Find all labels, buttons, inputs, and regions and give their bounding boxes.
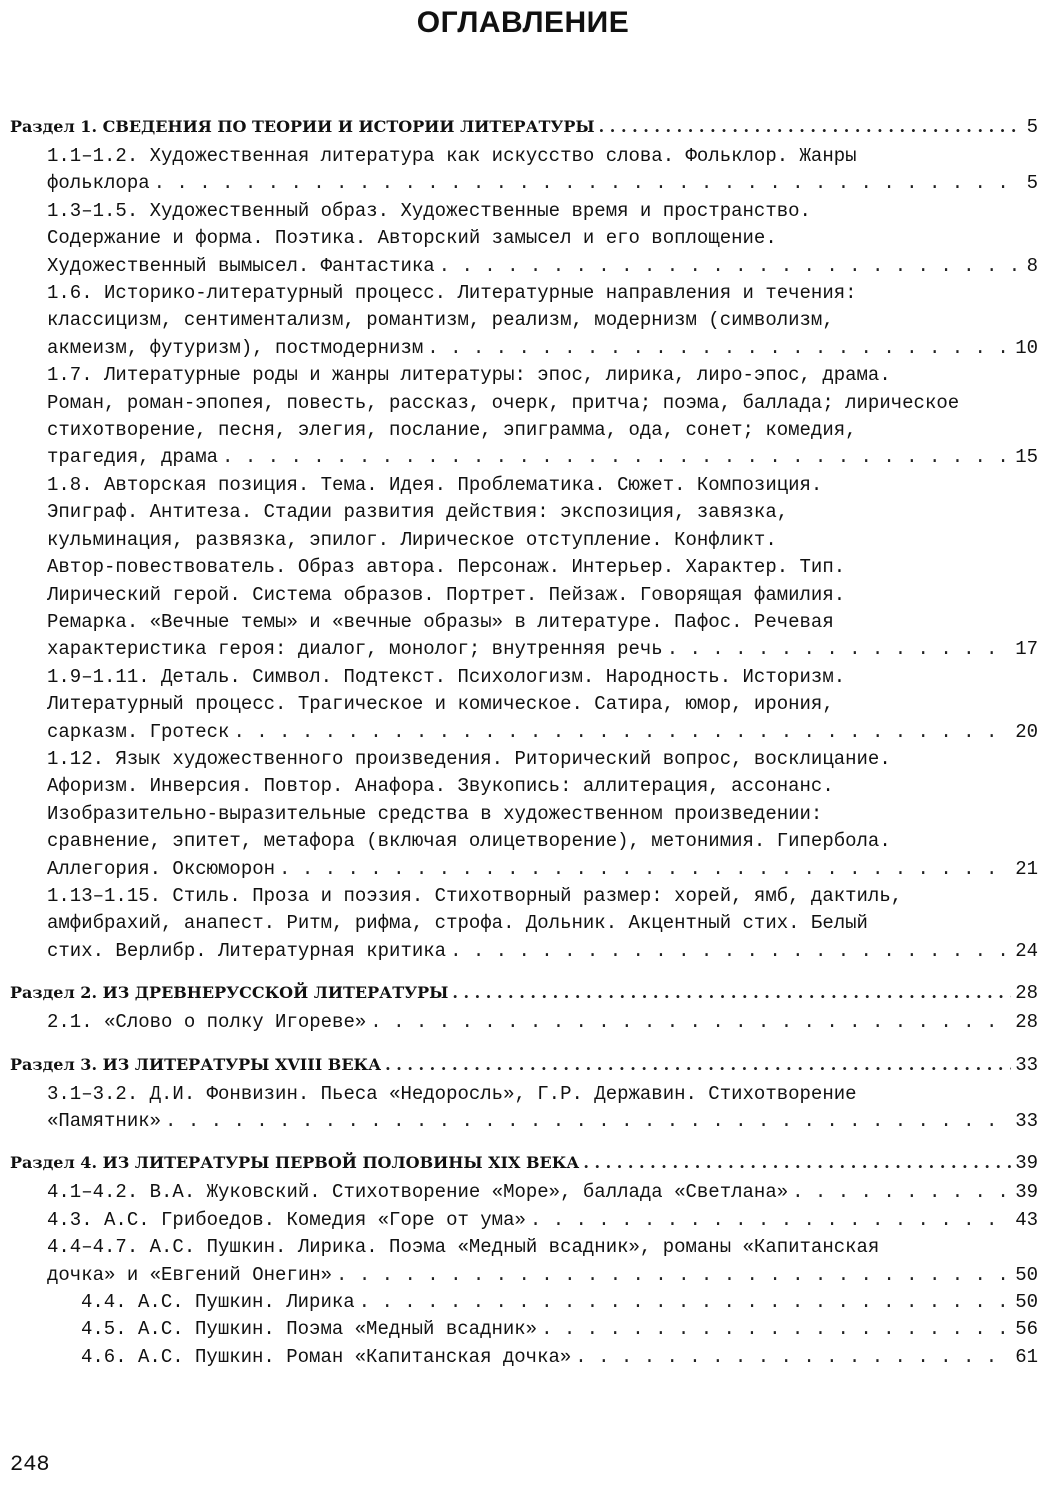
dot-leader xyxy=(233,719,1011,746)
page-number: 248 xyxy=(10,1452,50,1477)
entry-text-line: Содержание и форма. Поэтика. Авторский замысел и его воплощение. xyxy=(47,227,777,250)
entry-text-line: трагедия, драма xyxy=(47,446,219,469)
toc-entry[interactable] xyxy=(47,1234,1038,1289)
entry-page-number: 24 xyxy=(1015,939,1038,962)
entry-text-line: характеристика героя: диалог, монолог; внутренняя речь xyxy=(47,638,663,661)
dot-leader xyxy=(530,1207,1011,1234)
section-heading[interactable] xyxy=(10,1152,1038,1179)
entry-text-line: амфибрахий, анапест. Ритм, рифма, строфа. Дольник. Акцентный стих. Белый xyxy=(47,912,868,935)
entry-text-line: Лирический герой. Система образов. Портрет. Пейзаж. Говорящая фамилия. xyxy=(47,583,846,606)
entry-page-number: 33 xyxy=(1015,1110,1038,1132)
entry-page-number: 56 xyxy=(1015,1318,1038,1341)
entry-text-line: 4.6. А.С. Пушкин. Роман «Капитанская дочка» xyxy=(81,1345,572,1368)
entry-last-line xyxy=(47,335,1038,362)
page-title: ОГЛАВЛЕНИЕ xyxy=(416,6,630,39)
dot-leader xyxy=(359,1289,1012,1316)
toc-subentry[interactable] xyxy=(81,1289,1038,1316)
entry-text-line: 1.9–1.11. Деталь. Символ. Подтекст. Психологизм. Народность. Историзм. xyxy=(47,665,846,688)
toc-entry[interactable] xyxy=(47,1009,1038,1036)
entry-text-line: 3.1–3.2. Д.И. Фонвизин. Пьеса «Недоросль», Г.Р. Державин. Стихотворение xyxy=(47,1082,857,1105)
entry-last-line xyxy=(47,1108,1038,1135)
entry-text-line: «Памятник» xyxy=(47,1110,162,1132)
entry-page-number: 50 xyxy=(1015,1291,1038,1314)
dot-leader xyxy=(336,1262,1011,1289)
section-heading[interactable] xyxy=(10,116,1038,143)
section-heading[interactable] xyxy=(10,982,1038,1009)
entry-text-line: классицизм, сентиментализм, романтизм, реализм, модернизм (символизм, xyxy=(47,309,834,332)
section-title: Раздел 4. ИЗ ЛИТЕРАТУРЫ ПЕРВОЙ ПОЛОВИНЫ XIX ВЕКА xyxy=(10,1153,580,1173)
entry-last-line xyxy=(47,1009,1038,1036)
toc-entry[interactable] xyxy=(47,472,1038,664)
entry-page-number: 20 xyxy=(1015,720,1038,743)
entry-text-line: Ремарка. «Вечные темы» и «вечные образы» в литературе. Пафос. Речевая xyxy=(47,610,834,633)
entry-page-number: 50 xyxy=(1015,1263,1038,1286)
dot-leader xyxy=(599,117,1023,136)
entry-last-line xyxy=(47,938,1038,965)
entry-last-line xyxy=(47,1262,1038,1289)
dot-leader xyxy=(667,636,1011,663)
entry-last-line xyxy=(47,170,1038,197)
dot-leader xyxy=(450,938,1011,965)
entry-text-line: 1.8. Авторская позиция. Тема. Идея. Проблематика. Сюжет. Композиция. xyxy=(47,473,823,496)
toc-entry[interactable] xyxy=(47,198,1038,280)
entry-text-line: 4.1–4.2. В.А. Жуковский. Стихотворение «Море», баллада «Светлана» xyxy=(47,1181,789,1204)
dot-leader xyxy=(222,444,1011,471)
entry-last-line xyxy=(47,1207,1038,1234)
entry-text-line: фольклора xyxy=(47,172,150,195)
entry-text-line: сравнение, эпитет, метафора (включая олицетворение), метонимия. Гипербола. xyxy=(47,830,891,853)
entry-text-line: 4.4–4.7. А.С. Пушкин. Лирика. Поэма «Медный всадник», романы «Капитанская xyxy=(47,1236,880,1259)
entry-text-line: кульминация, развязка, эпилог. Лирическое отступление. Конфликт. xyxy=(47,528,777,551)
entry-text-line: 1.13–1.15. Стиль. Проза и поэзия. Стихотворный размер: хорей, ямб, дактиль, xyxy=(47,884,903,907)
entry-page-number: 39 xyxy=(1015,1181,1038,1204)
section-heading[interactable] xyxy=(10,1054,1038,1081)
dot-leader xyxy=(541,1316,1011,1343)
entry-text-line: 1.1–1.2. Художественная литература как искусство слова. Фольклор. Жанры xyxy=(47,145,857,167)
entry-page-number: 15 xyxy=(1015,446,1038,469)
dot-leader xyxy=(385,1055,1011,1074)
toc-entry[interactable] xyxy=(47,280,1038,362)
entry-last-line xyxy=(47,856,1038,883)
toc-section xyxy=(10,1054,1038,1081)
dot-leader xyxy=(575,1344,1011,1371)
table-of-contents xyxy=(10,116,1038,1371)
toc-section xyxy=(10,116,1038,143)
toc-entry[interactable] xyxy=(47,1081,1038,1136)
section-title: Раздел 3. ИЗ ЛИТЕРАТУРЫ XVIII ВЕКА xyxy=(10,1054,382,1074)
section-page-number: 33 xyxy=(1015,1053,1038,1076)
entry-page-number: 28 xyxy=(1015,1011,1038,1034)
entry-last-line xyxy=(47,719,1038,746)
entry-text-line: 1.6. Историко-литературный процесс. Литературные направления и течения: xyxy=(47,282,857,305)
section-page-number: 5 xyxy=(1026,116,1038,138)
entry-page-number: 5 xyxy=(1026,172,1038,195)
entry-text-line: 4.3. А.С. Грибоедов. Комедия «Горе от ума» xyxy=(47,1208,526,1231)
entry-text-line: 2.1. «Слово о полку Игореве» xyxy=(47,1011,367,1034)
entry-text-line: Художественный вымысел. Фантастика xyxy=(47,254,435,277)
entry-page-number: 21 xyxy=(1015,857,1038,880)
dot-leader xyxy=(583,1153,1011,1172)
entry-last-line xyxy=(47,444,1038,471)
entry-page-number: 10 xyxy=(1015,336,1038,359)
entry-text-line: Литературный процесс. Трагическое и комическое. Сатира, юмор, ирония, xyxy=(47,693,834,716)
entry-text-line: сарказм. Гротеск xyxy=(47,720,230,743)
entry-page-number: 17 xyxy=(1015,638,1038,661)
section-page-number: 28 xyxy=(1015,982,1038,1005)
toc-entry[interactable] xyxy=(47,664,1038,746)
toc-subentry[interactable] xyxy=(81,1344,1038,1371)
entry-page-number: 61 xyxy=(1015,1345,1038,1368)
entry-text-line: 4.4. А.С. Пушкин. Лирика xyxy=(81,1291,355,1314)
toc-entry[interactable] xyxy=(47,746,1038,883)
dot-leader xyxy=(165,1108,1011,1135)
entry-text-line: 4.5. А.С. Пушкин. Поэма «Медный всадник» xyxy=(81,1318,538,1341)
entry-last-line xyxy=(47,253,1038,280)
dot-leader xyxy=(427,335,1011,362)
toc-entry[interactable] xyxy=(47,1207,1038,1234)
entry-text-line: дочка» и «Евгений Онегин» xyxy=(47,1263,333,1286)
entry-text-line: Эпиграф. Антитеза. Стадии развития действия: экспозиция, завязка, xyxy=(47,501,789,524)
toc-subentry[interactable] xyxy=(81,1316,1038,1343)
entry-text-line: Аллегория. Оксюморон xyxy=(47,857,276,880)
entry-text-line: 1.3–1.5. Художественный образ. Художественные время и пространство. xyxy=(47,199,811,222)
toc-entry[interactable] xyxy=(47,362,1038,472)
section-page-number: 39 xyxy=(1015,1152,1038,1175)
section-title: Раздел 1. СВЕДЕНИЯ ПО ТЕОРИИ И ИСТОРИИ ЛИТЕРАТУРЫ xyxy=(10,117,595,136)
entry-text-line: Автор-повествователь. Образ автора. Персонаж. Интерьер. Характер. Тип. xyxy=(47,556,846,579)
entry-text-line: Афоризм. Инверсия. Повтор. Анафора. Звукопись: аллитерация, ассонанс. xyxy=(47,775,834,798)
entry-text-line: Роман, роман-эпопея, повесть, рассказ, очерк, притча; поэма, баллада; лирическое xyxy=(47,391,960,414)
dot-leader xyxy=(792,1179,1011,1206)
entry-last-line xyxy=(81,1316,1038,1343)
toc-section xyxy=(10,982,1038,1009)
dot-leader xyxy=(439,253,1023,280)
section-title: Раздел 2. ИЗ ДРЕВНЕРУССКОЙ ЛИТЕРАТУРЫ xyxy=(10,983,449,1003)
entry-last-line xyxy=(47,1179,1038,1206)
toc-section xyxy=(10,1152,1038,1179)
entry-last-line xyxy=(47,636,1038,663)
entry-last-line xyxy=(81,1344,1038,1371)
entry-text-line: 1.12. Язык художественного произведения. Риторический вопрос, восклицание. xyxy=(47,747,891,770)
entry-last-line xyxy=(81,1289,1038,1316)
dot-leader xyxy=(370,1009,1011,1036)
toc-entry[interactable] xyxy=(47,883,1038,965)
entry-text-line: Изобразительно-выразительные средства в художественном произведении: xyxy=(47,802,823,825)
toc-entry[interactable] xyxy=(47,143,1038,198)
entry-text-line: акмеизм, футуризм), постмодернизм xyxy=(47,336,424,359)
dot-leader xyxy=(154,170,1023,197)
entry-page-number: 43 xyxy=(1015,1208,1038,1231)
dot-leader xyxy=(279,856,1011,883)
entry-text-line: стихотворение, песня, элегия, послание, эпиграмма, ода, сонет; комедия, xyxy=(47,419,857,442)
entry-page-number: 8 xyxy=(1026,254,1038,277)
dot-leader xyxy=(452,983,1011,1002)
entry-text-line: стих. Верлибр. Литературная критика xyxy=(47,939,447,962)
toc-entry[interactable] xyxy=(47,1179,1038,1206)
entry-text-line: 1.7. Литературные роды и жанры литературы: эпос, лирика, лиро-эпос, драма. xyxy=(47,364,891,387)
